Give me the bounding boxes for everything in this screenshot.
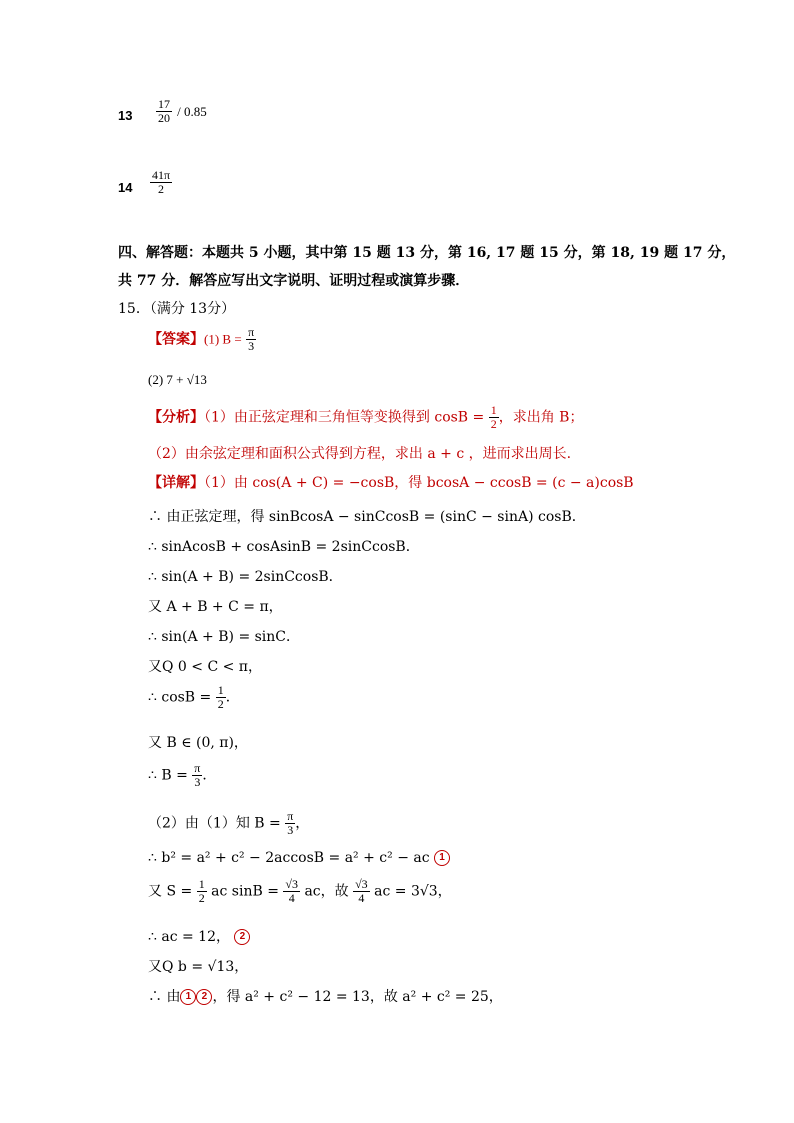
fraction: $\frac{1}{2}$ bbox=[198, 877, 205, 905]
circled-number-1: 1 bbox=[434, 850, 450, 866]
step-7: ∴ cosB = $\frac{1}{2}$ ． bbox=[148, 683, 240, 711]
step-9: ∴ B = $\frac{\pi}{3}$ ． bbox=[148, 761, 217, 789]
step-5: ∴ sin(A + B) = sinC． bbox=[148, 629, 301, 645]
circled-number-2: 2 bbox=[234, 929, 250, 945]
fraction: $\frac{\pi}{3}$ bbox=[248, 325, 255, 353]
section-4-line-2: 共 77 分．解答应写出文字说明、证明过程或演算步骤． bbox=[118, 273, 470, 289]
step-3: ∴ sin(A + B) = 2sinCcosB． bbox=[148, 569, 343, 585]
circled-number-2: 2 bbox=[196, 989, 212, 1005]
answer-line-1: 【答案】(1) B = $\frac{\pi}{3}$ bbox=[148, 325, 255, 353]
equation-1: ∴ b² = a² + c² − 2accosB = a² + c² − ac 1 bbox=[148, 850, 450, 866]
fraction: $\frac{1}{2}$ bbox=[217, 683, 224, 711]
analysis-tag: 【分析】 bbox=[148, 409, 204, 426]
area-equation: 又 S = $\frac{1}{2}$ ac sinB = $\frac{√3}{4}$ ac，故 $\frac{√3}{4}$ ac = 3√3， bbox=[148, 877, 452, 905]
step-8: 又 B ∈ (0, π)， bbox=[148, 735, 248, 751]
fraction: $\frac{√3}{4}$ bbox=[285, 877, 298, 905]
step-4: 又 A + B + C = π， bbox=[148, 599, 283, 615]
fraction: $\frac{√3}{4}$ bbox=[355, 877, 368, 905]
item-number-14: 14 bbox=[118, 180, 133, 195]
item-14-answer bbox=[150, 169, 172, 196]
step-2: ∴ sinAcosB + cosAsinB = 2sinCcosB． bbox=[148, 539, 420, 555]
fraction: $\frac{41\pi}{2}$ bbox=[152, 168, 171, 196]
alt-decimal: / 0.85 bbox=[177, 104, 207, 119]
step-1: ∴ 由正弦定理，得 sinBcosA − sinCcosB = (sinC − sinA) cosB． bbox=[148, 509, 586, 525]
fraction: $\frac{1}{2}$ bbox=[490, 403, 497, 431]
q15-header: 15．（满分 13分） bbox=[118, 301, 236, 317]
answer-tag: 【答案】 bbox=[148, 331, 204, 348]
step-6: 又Q 0 < C < π， bbox=[148, 659, 263, 675]
part-2-line: （2）由（1）知 B = $\frac{\pi}{3}$ ， bbox=[148, 809, 310, 837]
fraction: $\frac{\pi}{3}$ bbox=[287, 809, 294, 837]
detail-line-1: 【详解】（1）由 cos(A + C) = −cosB，得 bcosA − ccosB = (c − a)cosB bbox=[148, 475, 634, 491]
answer-line-2: (2) 7 + √13 bbox=[148, 372, 207, 387]
analysis-line-1: 【分析】（1）由正弦定理和三角恒等变换得到 cosB = $\frac{1}{2}$ ，求出角 B； bbox=[148, 403, 584, 431]
ac-equals-12: ∴ ac = 12， 2 bbox=[148, 926, 250, 946]
analysis-line-2: （2）由余弦定理和面积公式得到方程，求出 a + c ，进而求出周长. bbox=[148, 446, 572, 462]
fraction: $\frac{17}{20}$ bbox=[158, 97, 170, 125]
b-sqrt-13: 又Q b = √13， bbox=[148, 959, 249, 975]
fraction: $\frac{\pi}{3}$ bbox=[194, 761, 201, 789]
final-line: ∴ 由 1 2 ，得 a² + c² − 12 = 13，故 a² + c² = 25， bbox=[148, 989, 503, 1005]
item-13-answer bbox=[156, 98, 207, 125]
detail-tag: 【详解】 bbox=[148, 475, 204, 491]
item-number-13: 13 bbox=[118, 108, 133, 123]
circled-number-1: 1 bbox=[180, 989, 196, 1005]
section-4-line-1: 四、解答题：本题共 5 小题，其中第 15 题 13 分，第 16, 17 题 15 分，第 18, 19 题 17 分， bbox=[118, 245, 736, 261]
